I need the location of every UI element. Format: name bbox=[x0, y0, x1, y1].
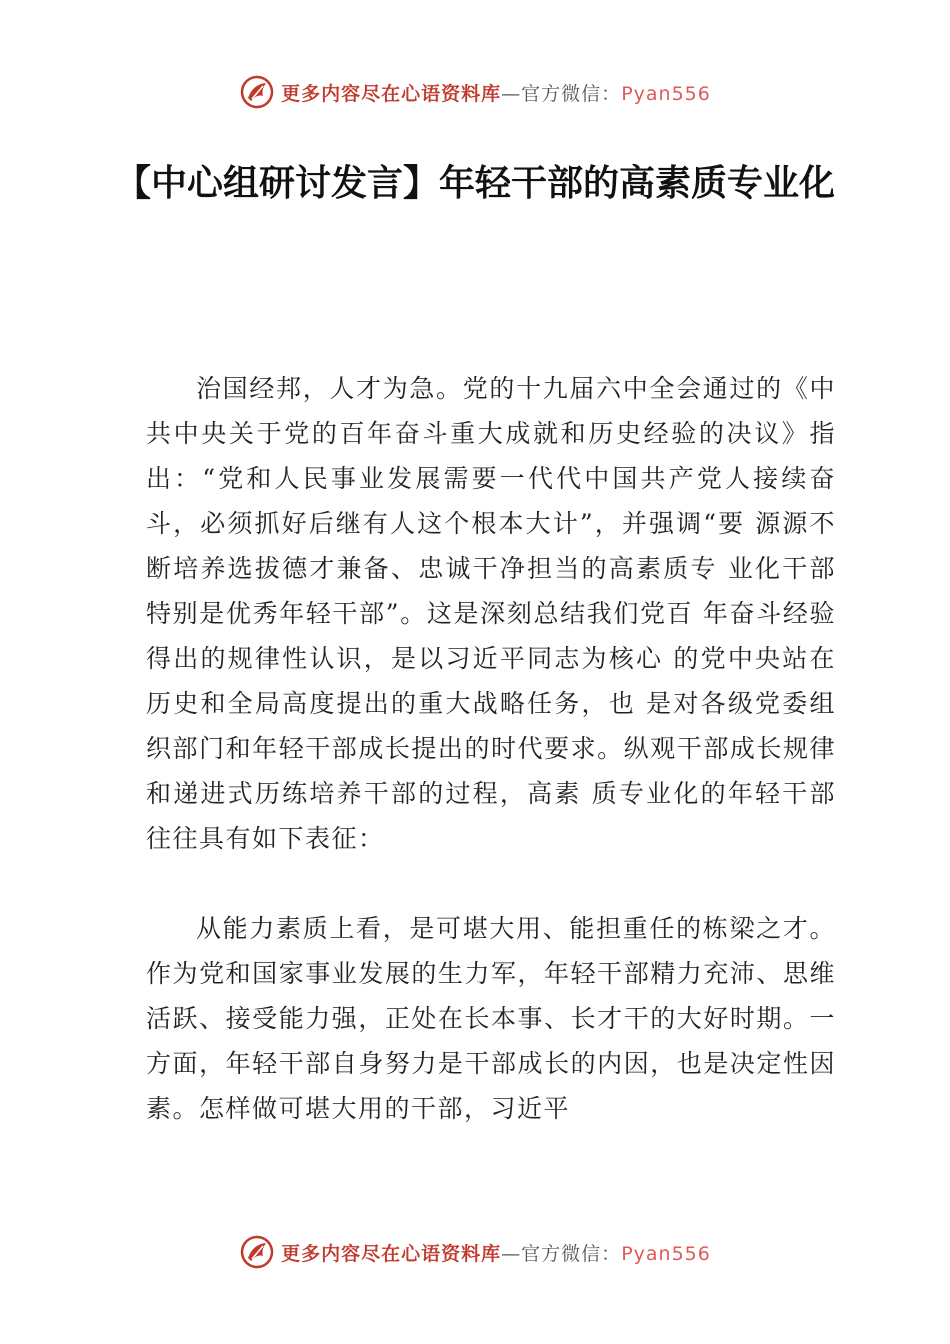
watermark-text bbox=[281, 1239, 711, 1266]
watermark-brand: 更多内容尽在心语资料库 bbox=[281, 82, 502, 105]
watermark-separator: — bbox=[501, 82, 522, 105]
document-body bbox=[146, 366, 836, 1131]
watermark-label: 官方微信： bbox=[521, 1242, 622, 1265]
paragraph-1: 治国经邦，人才为急。党的十九届六中全会通过的《中共中央关于党的百年奋斗重大成就和历史经验的决议》指出：“党和人民事业发展需要一代代中国共产党人接续奋斗，必须抓好后继有人这个根本大计”，并强调“要 源源不断培养选拔德才兼备、忠诚干净担当的高素质专 业化干部特别是优秀年轻干部”。这是深刻总结我们党百 年奋斗经验得出的规律性认识，是以习近平同志为核心 的党中央站在历史和全局高度提出的重大战略任务，也 是对各级党委组织部门和年轻干部成长提出的时代要求。纵观干部成长规律和递进式历练培养干部的过程，高素 质专业化的年轻干部往往具有如下表征： bbox=[146, 374, 836, 853]
paragraph-2: 从能力素质上看，是可堪大用、能担重任的栋梁之才。作为党和国家事业发展的生力军，年轻干部精力充沛、思维活跃、接受能力强，正处在长本事、长才干的大好时期。一方面，年轻干部自身努力是干部成长的内因，也是决定性因素。怎样做可堪大用的干部，习近平 bbox=[146, 914, 836, 1123]
header-watermark bbox=[0, 72, 950, 112]
brand-logo-icon bbox=[239, 1234, 275, 1270]
brand-logo-icon bbox=[239, 74, 275, 110]
watermark-wechat-id: Pyan556 bbox=[621, 1242, 711, 1265]
watermark-separator: — bbox=[501, 1242, 522, 1265]
watermark-brand: 更多内容尽在心语资料库 bbox=[281, 1242, 502, 1265]
footer-watermark bbox=[0, 1232, 950, 1272]
watermark-label: 官方微信： bbox=[521, 82, 622, 105]
watermark-wechat-id: Pyan556 bbox=[621, 82, 711, 105]
watermark-text bbox=[281, 79, 711, 106]
document-title: 【中心组研讨发言】年轻干部的高素质专业化 bbox=[114, 163, 835, 204]
